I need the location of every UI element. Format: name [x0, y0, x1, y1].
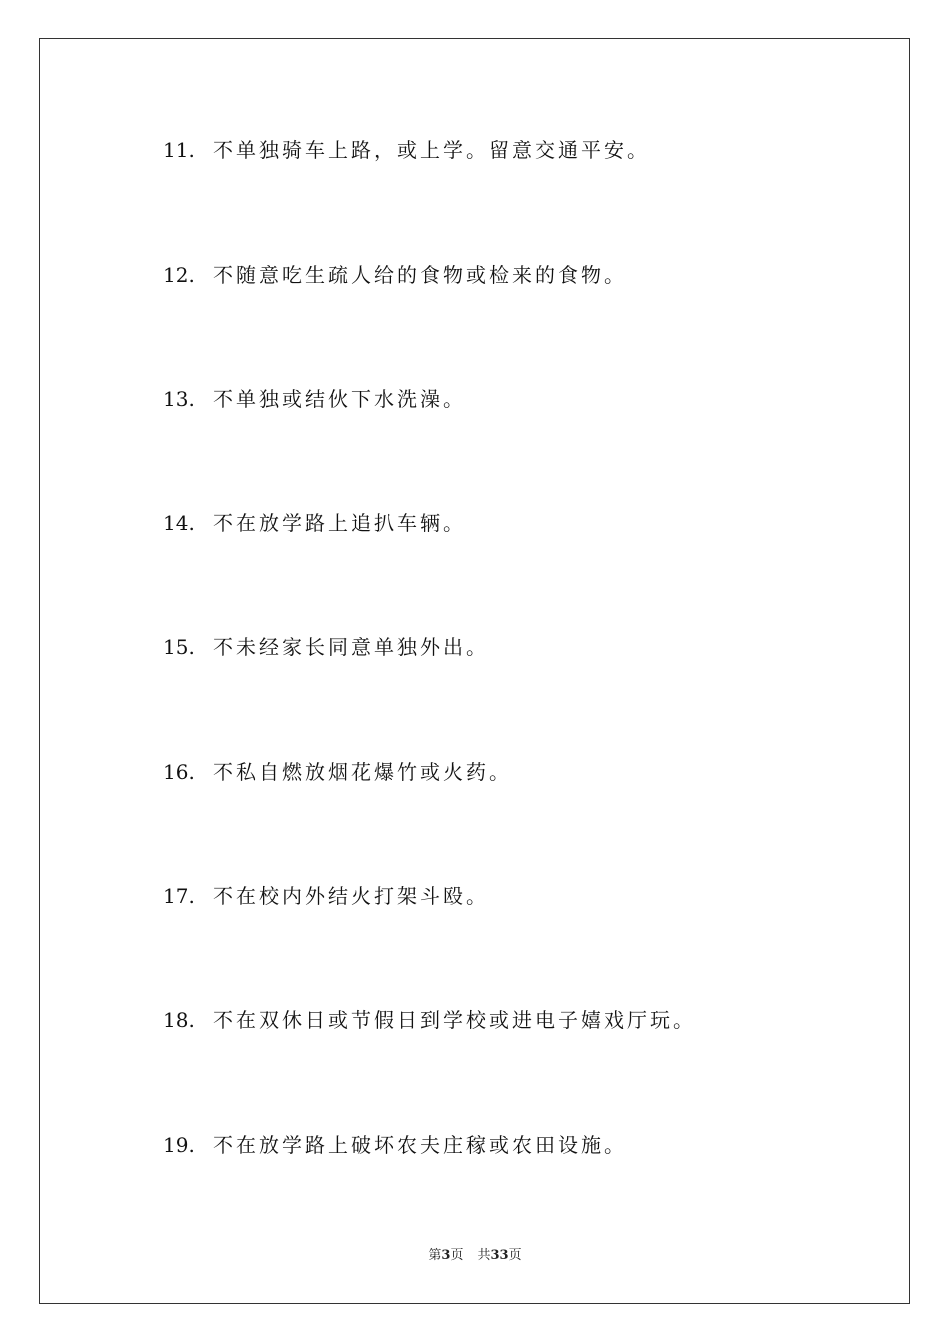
item-text: 不在放学路上破坏农夫庄稼或农田设施。	[213, 1133, 627, 1157]
page-number: 3	[441, 1248, 451, 1263]
total-prefix: 共	[477, 1248, 491, 1263]
page-frame	[39, 38, 910, 1304]
item-text: 不私自燃放烟花爆竹或火药。	[213, 760, 512, 784]
item-text: 不在校内外结火打架斗殴。	[213, 884, 489, 908]
item-text: 不单独骑车上路，或上学。留意交通平安。	[213, 138, 650, 162]
list-item	[163, 262, 627, 288]
page-footer	[0, 1247, 950, 1265]
item-text: 不随意吃生疏人给的食物或检来的食物。	[213, 263, 627, 287]
page-suffix: 页	[450, 1248, 464, 1263]
list-item	[163, 883, 489, 909]
list-item	[163, 386, 466, 412]
item-number: 13.	[163, 387, 195, 411]
item-number: 14.	[163, 511, 195, 535]
item-number: 11.	[163, 138, 195, 162]
item-number: 19.	[163, 1133, 195, 1157]
total-pages: 33	[490, 1248, 509, 1263]
item-text: 不单独或结伙下水洗澡。	[213, 387, 466, 411]
item-text: 不在放学路上追扒车辆。	[213, 511, 466, 535]
item-number: 15.	[163, 635, 195, 659]
list-item	[163, 137, 650, 163]
item-number: 12.	[163, 263, 195, 287]
list-item	[163, 634, 489, 660]
list-item	[163, 1132, 627, 1158]
item-number: 17.	[163, 884, 195, 908]
page-prefix: 第	[428, 1248, 442, 1263]
item-number: 16.	[163, 760, 195, 784]
list-item	[163, 1007, 696, 1033]
item-text: 不在双休日或节假日到学校或进电子嬉戏厅玩。	[213, 1008, 696, 1032]
item-number: 18.	[163, 1008, 195, 1032]
total-suffix: 页	[508, 1248, 522, 1263]
list-item	[163, 510, 466, 536]
item-text: 不未经家长同意单独外出。	[213, 635, 489, 659]
list-item	[163, 759, 512, 785]
